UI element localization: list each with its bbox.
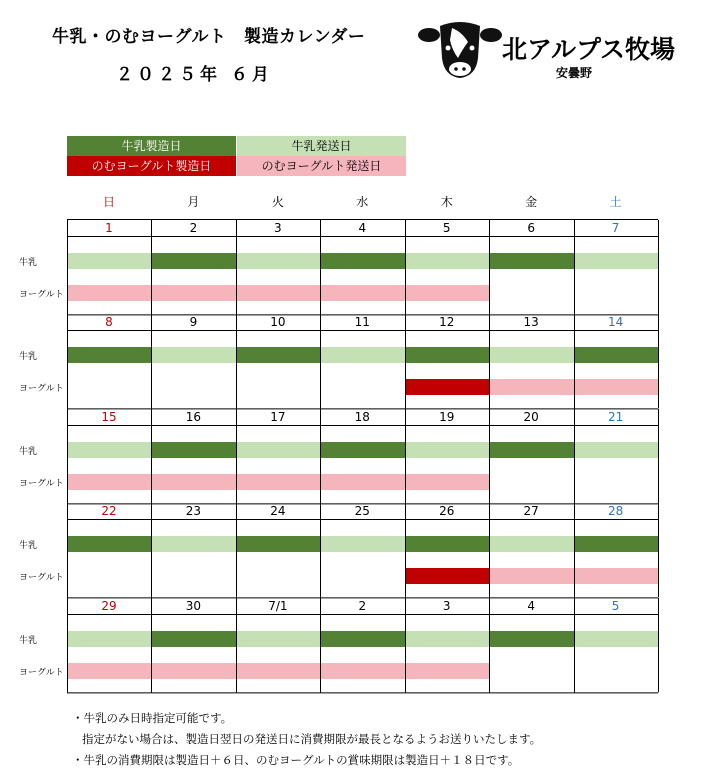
day-number: 30 <box>185 598 202 613</box>
day-number: 22 <box>101 504 117 519</box>
note-line: 指定がない場合は、製造日翌日の発送日に消費期限が最長となるようお送りいたします。 <box>82 732 542 746</box>
row-label: 牛乳 <box>19 258 38 268</box>
day-number: 4 <box>527 598 535 613</box>
day-number: 5 <box>442 221 451 235</box>
day-number: 8 <box>105 315 113 330</box>
week-grid-lines <box>67 409 658 503</box>
day-number: 16 <box>185 409 202 424</box>
day-number: 7 <box>611 221 620 235</box>
calendar-grid <box>19 220 658 692</box>
legend <box>67 136 406 176</box>
day-number: 1 <box>105 221 113 235</box>
page-title: 牛乳・のむヨーグルト 製造カレンダー <box>52 27 366 47</box>
legend-milk-make: 牛乳製造日 <box>67 136 236 156</box>
row-label: ヨーグルト <box>19 667 64 678</box>
day-number: 11 <box>354 315 370 330</box>
row-label: ヨーグルト <box>19 573 64 584</box>
legend-yogurt-make: のむヨーグルト製造日 <box>67 156 236 176</box>
weekday-label: 火 <box>271 195 284 209</box>
notes <box>72 708 541 771</box>
day-number: 12 <box>439 315 455 330</box>
brand-name: 北アルプス牧場 <box>502 35 676 64</box>
week-row <box>19 503 658 597</box>
row-label: ヨーグルト <box>19 290 64 300</box>
day-number: 7/1 <box>268 598 288 613</box>
week-row <box>19 409 658 503</box>
legend-yogurt-ship: のむヨーグルト発送日 <box>237 156 406 176</box>
weekday-label: 土 <box>609 195 622 209</box>
note-line: ・牛乳のみ日時指定可能です。 <box>72 711 233 725</box>
day-number: 5 <box>611 598 620 613</box>
day-number: 27 <box>523 504 539 519</box>
weekday-label: 金 <box>525 195 538 209</box>
day-number: 19 <box>439 409 455 424</box>
day-number: 17 <box>270 409 286 424</box>
month-label: ２０２５年 ６月 <box>116 65 273 85</box>
weekday-label: 木 <box>440 195 453 209</box>
day-number: 24 <box>270 504 286 519</box>
row-label: 牛乳 <box>19 635 38 646</box>
weekday-label: 日 <box>102 195 115 209</box>
day-number: 3 <box>442 598 451 613</box>
day-number: 4 <box>358 221 367 235</box>
weekday-header <box>67 193 658 213</box>
day-number: 25 <box>354 504 370 519</box>
note-line: ・牛乳の消費期限は製造日＋６日、のむヨーグルトの賞味期限は製造日＋１８日です。 <box>72 753 520 767</box>
day-number: 20 <box>523 409 539 424</box>
day-number: 6 <box>527 221 535 235</box>
week-grid-lines <box>67 503 658 597</box>
week-grid-lines <box>67 598 658 692</box>
row-label: 牛乳 <box>19 446 38 457</box>
week-grid-lines <box>67 220 658 314</box>
legend-milk-ship: 牛乳発送日 <box>237 136 406 156</box>
weekday-label: 水 <box>356 195 369 209</box>
day-number: 18 <box>354 409 370 424</box>
row-label: 牛乳 <box>19 541 38 552</box>
weekday-label: 月 <box>187 195 200 209</box>
day-number: 15 <box>101 409 117 424</box>
day-number: 13 <box>523 315 539 330</box>
day-number: 28 <box>607 504 624 519</box>
day-number: 14 <box>607 315 624 330</box>
day-number: 29 <box>101 598 117 613</box>
day-number: 23 <box>185 504 202 519</box>
row-label: ヨーグルト <box>19 384 64 395</box>
week-row <box>19 314 658 408</box>
row-label: 牛乳 <box>19 352 38 363</box>
cow-face-icon <box>418 20 502 80</box>
day-number: 9 <box>189 315 198 330</box>
day-number: 10 <box>270 315 286 330</box>
week-row <box>19 220 658 314</box>
brand-location: 安曇野 <box>556 66 593 80</box>
week-grid-lines <box>67 314 658 408</box>
day-number: 26 <box>439 504 455 519</box>
brand-logo <box>418 20 678 82</box>
row-label: ヨーグルト <box>19 478 64 489</box>
day-number: 2 <box>189 221 198 235</box>
day-number: 3 <box>274 221 282 235</box>
day-number: 2 <box>358 598 367 613</box>
day-number: 21 <box>607 409 624 424</box>
week-row <box>19 598 658 692</box>
